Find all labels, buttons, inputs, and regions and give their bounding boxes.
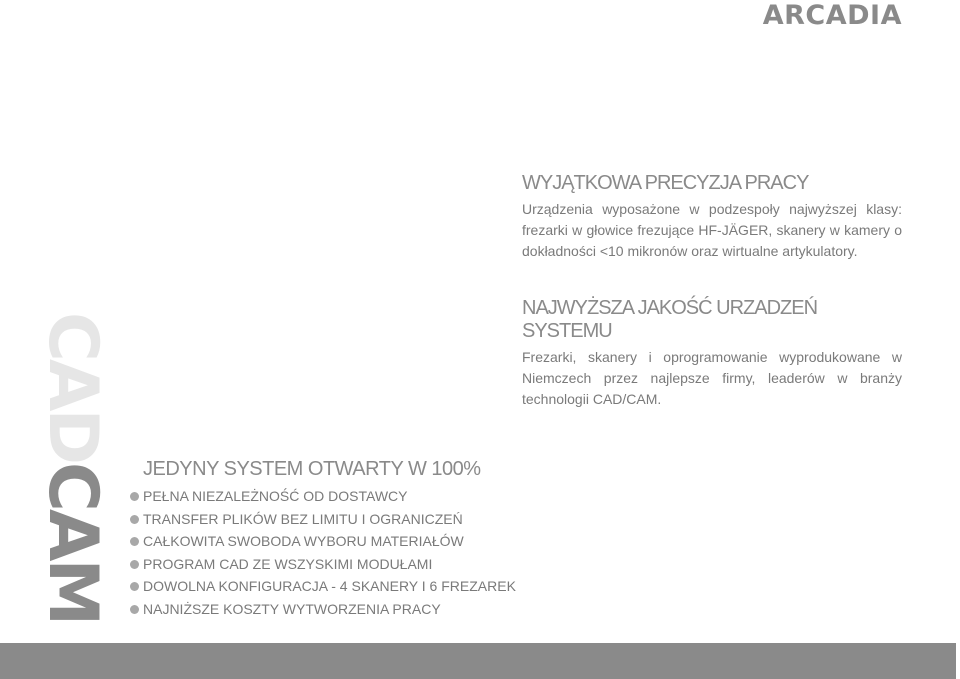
feature-list bbox=[143, 485, 543, 620]
bullet-icon bbox=[130, 537, 139, 546]
list-item-label: TRANSFER PLIKÓW BEZ LIMITU I OGRANICZEŃ bbox=[143, 510, 463, 527]
list-item bbox=[143, 575, 543, 598]
section-body: Frezarki, skanery i oprogramowanie wyprodukowane w Niemczech przez najlepsze firmy, leaderów w branży technologii CAD/CAM. bbox=[522, 349, 902, 407]
list-item bbox=[143, 553, 543, 576]
section-heading: WYJĄTKOWA PRECYZJA PRACY bbox=[522, 172, 809, 194]
section-open-system bbox=[143, 458, 543, 620]
bullet-icon bbox=[130, 582, 139, 591]
list-item bbox=[143, 485, 543, 508]
section-quality bbox=[522, 297, 902, 410]
list-item bbox=[143, 508, 543, 531]
list-item-label: PROGRAM CAD ZE WSZYSKIMI MODUŁAMI bbox=[143, 555, 433, 572]
list-item-label: PEŁNA NIEZALEŻNOŚĆ OD DOSTAWCY bbox=[143, 488, 408, 504]
footer-edge bbox=[956, 643, 960, 679]
list-item-label: DOWOLNA KONFIGURACJA - 4 SKANERY I 6 FREZAREK bbox=[143, 578, 516, 594]
vertical-label-cad: CAD bbox=[33, 312, 112, 462]
bullet-icon bbox=[130, 515, 139, 524]
bullet-icon bbox=[130, 492, 139, 501]
section-precision bbox=[522, 172, 902, 262]
brand-logo: ARCADIA bbox=[762, 0, 902, 31]
section-body: Urządzenia wyposażone w podzespoły najwyższej klasy: frezarki w głowice frezujące HF-JÄGER, skanery w kamery o dokładności <10 mikronów oraz wirtualne artykulatory. bbox=[522, 201, 902, 259]
vertical-label-cam: CAM bbox=[33, 461, 112, 624]
list-item bbox=[143, 598, 543, 621]
list-item-label: CAŁKOWITA SWOBODA WYBORU MATERIAŁÓW bbox=[143, 533, 464, 549]
footer-bar bbox=[0, 643, 960, 679]
section-heading: JEDYNY SYSTEM OTWARTY W 100% bbox=[143, 458, 481, 480]
bullet-icon bbox=[130, 605, 139, 614]
section-heading: NAJWYŻSZA JAKOŚĆ URZADZEŃ SYSTEMU bbox=[522, 297, 818, 342]
list-item bbox=[143, 530, 543, 553]
list-item-label: NAJNIŻSZE KOSZTY WYTWORZENIA PRACY bbox=[143, 600, 441, 617]
bullet-icon bbox=[130, 560, 139, 569]
cad-cam-vertical-label bbox=[33, 312, 112, 624]
